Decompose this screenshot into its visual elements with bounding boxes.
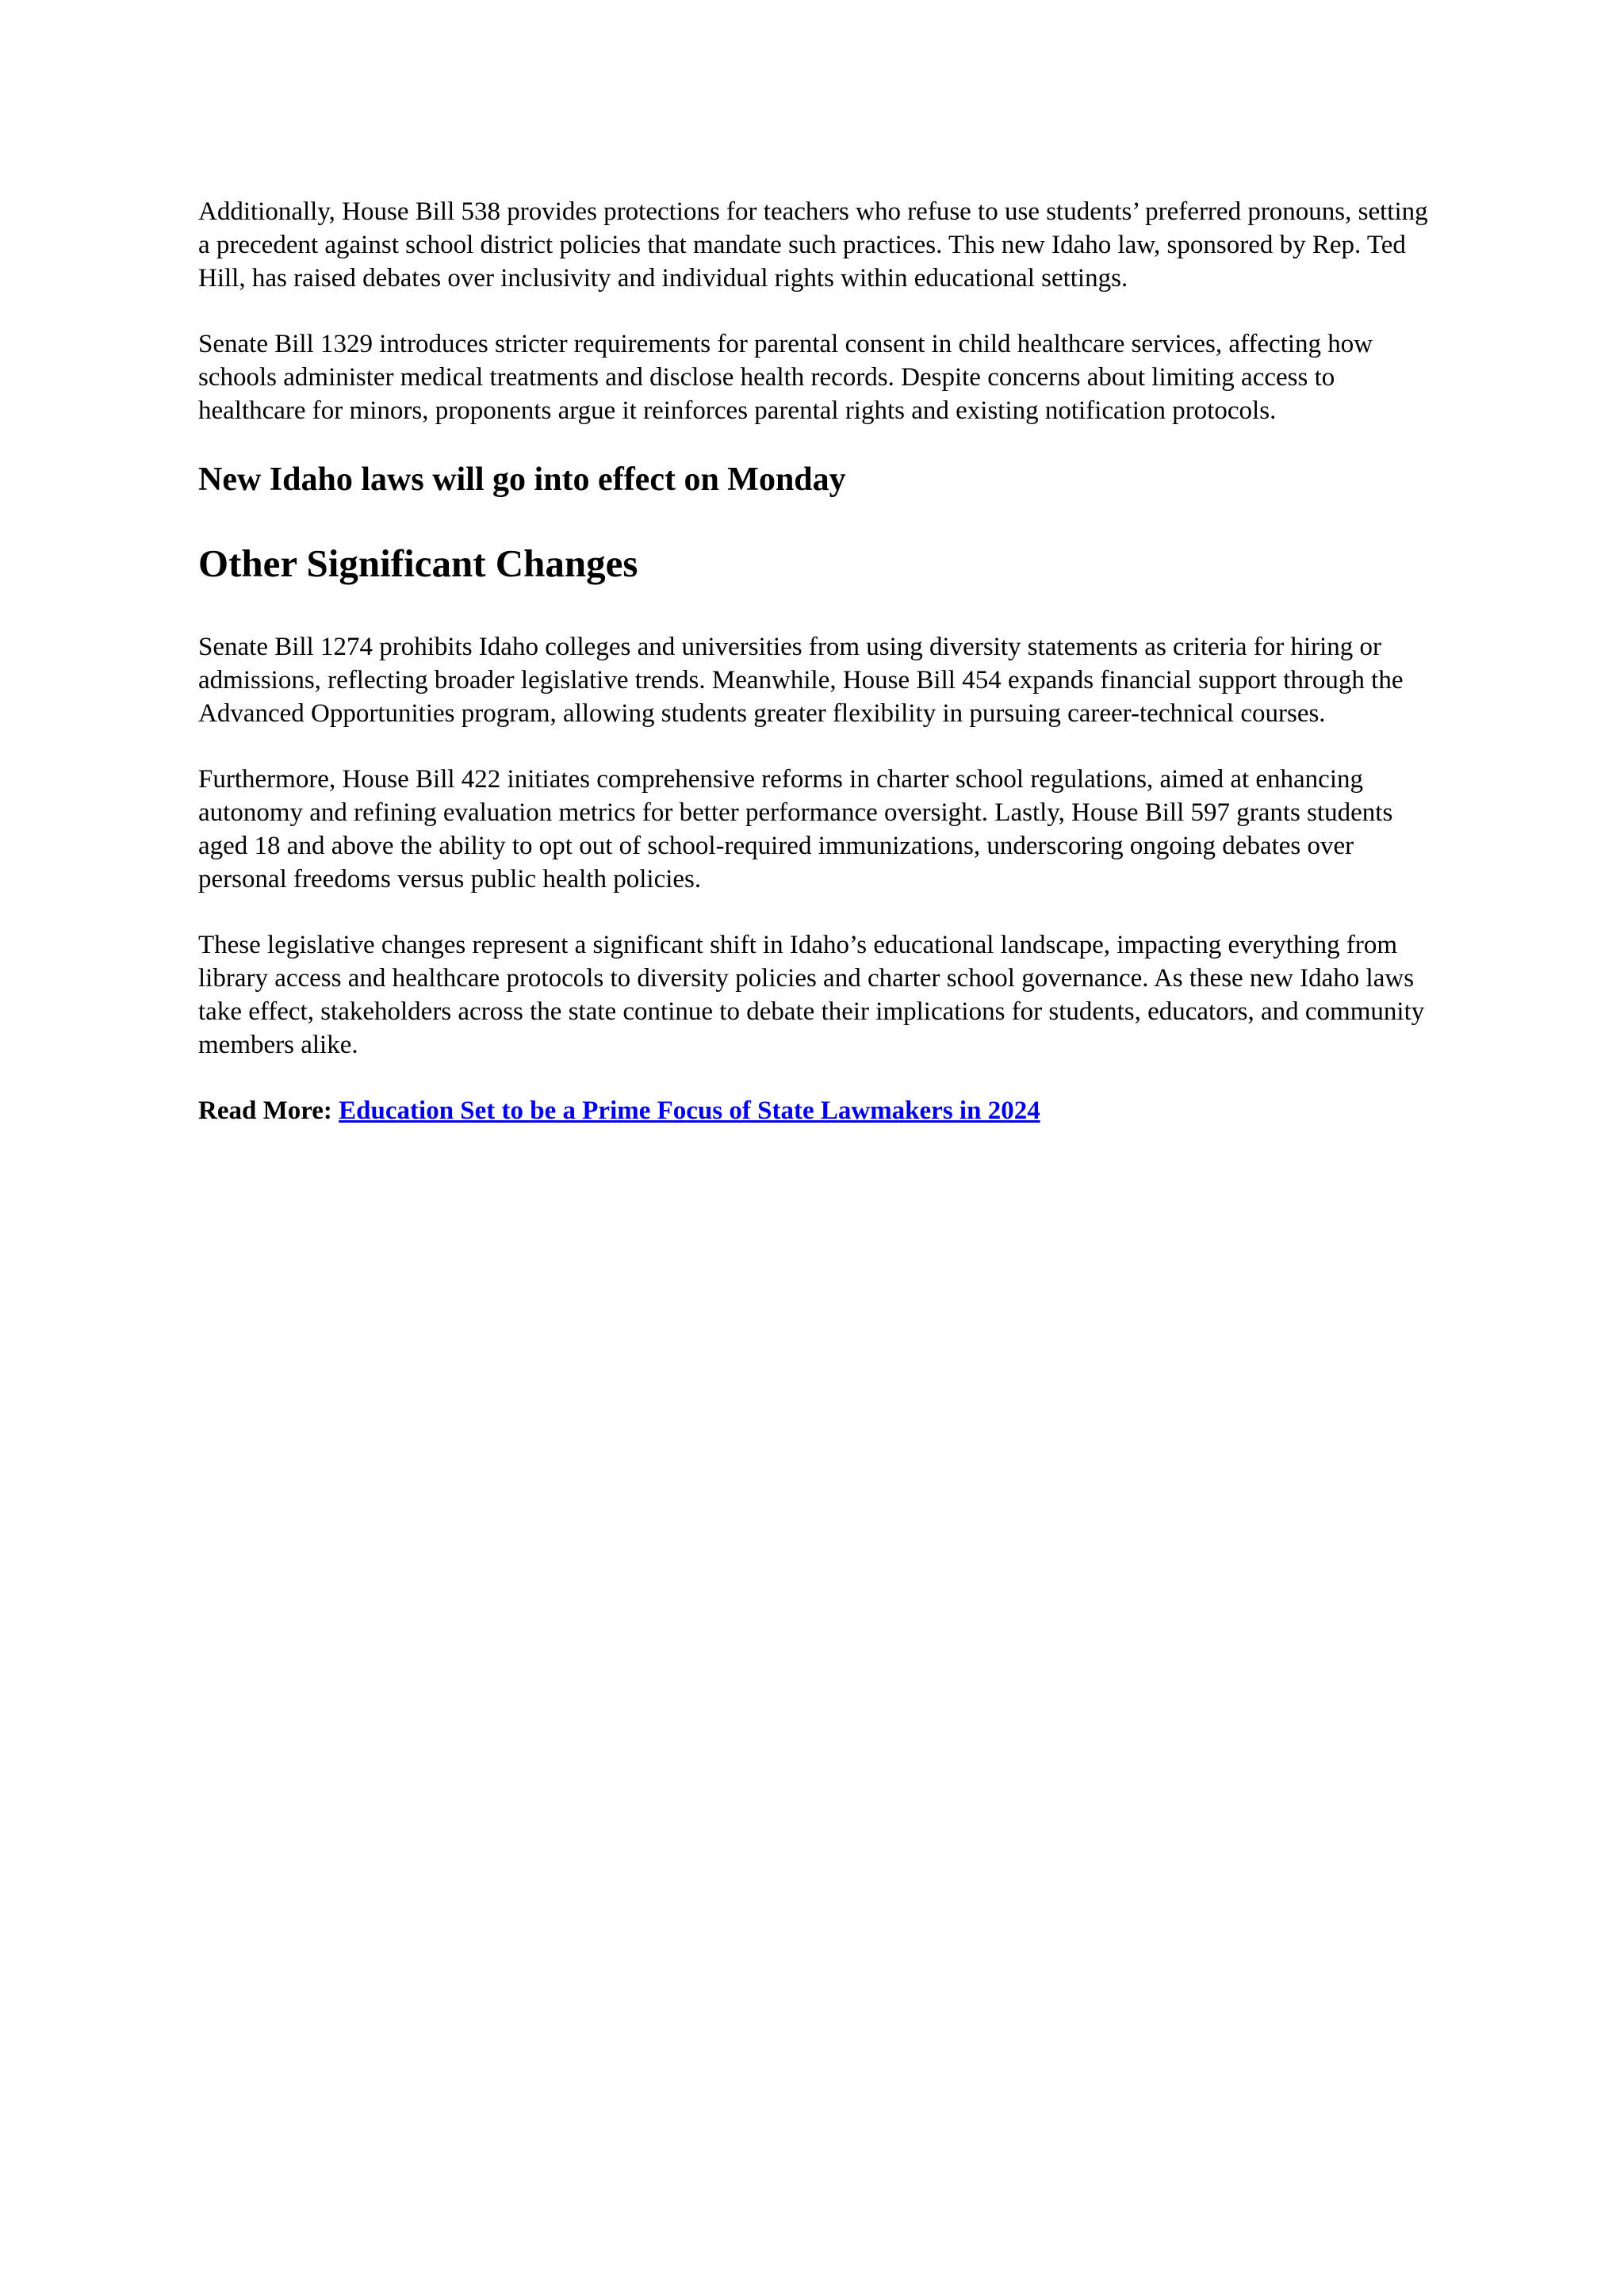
- paragraph-senate-bill-1329: Senate Bill 1329 introduces stricter requirements for parental consent in child healthcare services, affecting how schools administer medical treatments and disclose health records. Despite concerns about limiting access to healthcare for minors, proponents argue it reinforces parental rights and existing notification protocols.: [198, 330, 1373, 425]
- read-more-link[interactable]: Education Set to be a Prime Focus of State Lawmakers in 2024: [339, 1096, 1040, 1125]
- paragraph-senate-bill-1274: Senate Bill 1274 prohibits Idaho colleges and universities from using diversity statements as criteria for hiring or admissions, reflecting broader legislative trends. Meanwhile, House Bill 454 expands financial support through the Advanced Opportunities program, allowing students greater flexibility in pursuing career-technical courses.: [198, 633, 1404, 728]
- read-more-line: [198, 1094, 1435, 1127]
- read-more-label: Read More:: [198, 1096, 332, 1125]
- document-page: [198, 195, 1435, 1127]
- paragraph-legislative-summary: These legislative changes represent a significant shift in Idaho’s educational landscape, impacting everything from library access and healthcare protocols to diversity policies and charter school governance. As these new Idaho laws take effect, stakeholders across the state continue to debate their implications for students, educators, and community members alike.: [198, 931, 1425, 1059]
- paragraph-house-bill-538: Additionally, House Bill 538 provides protections for teachers who refuse to use students’ preferred pronouns, setting a precedent against school district policies that mandate such practices. This new Idaho law, sponsored by Rep. Ted Hill, has raised debates over inclusivity and individual rights within educational settings.: [198, 197, 1428, 293]
- heading-laws-effect-monday: New Idaho laws will go into effect on Monday: [198, 461, 846, 498]
- paragraph-house-bill-422: Furthermore, House Bill 422 initiates comprehensive reforms in charter school regulations, aimed at enhancing autonomy and refining evaluation metrics for better performance oversight. Lastly, House Bill 597 grants students aged 18 and above the ability to opt out of school-required immunizations, underscoring ongoing debates over personal freedoms versus public health policies.: [198, 765, 1393, 894]
- heading-other-significant-changes: Other Significant Changes: [198, 541, 638, 585]
